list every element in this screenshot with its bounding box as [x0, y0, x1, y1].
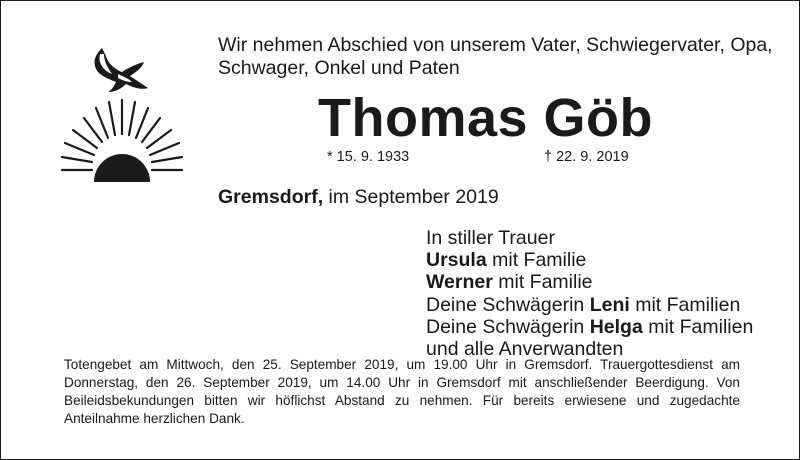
mourner-entry: Werner mit Familie: [426, 271, 593, 294]
mourners-closing: und alle Anverwandten: [426, 338, 624, 361]
mourners-heading: In stiller Trauer: [426, 227, 555, 249]
place-date: [218, 186, 499, 209]
mourner-name: Leni: [589, 293, 630, 316]
intro-line-2: Schwager, Onkel und Paten: [218, 57, 460, 79]
place-month: im September 2019: [323, 186, 499, 208]
intro-text: [218, 34, 788, 80]
mourners-list: [426, 227, 753, 360]
sun-disc: [94, 154, 150, 182]
mourner-name: Helga: [589, 315, 643, 338]
mourner-entry: Deine Schwägerin Helga mit Familien: [426, 315, 754, 338]
death-date: † 22. 9. 2019: [544, 149, 629, 165]
mourner-entry: Deine Schwägerin Leni mit Familien: [426, 293, 741, 316]
dove-sun-emblem: [56, 42, 188, 190]
deceased-name: Thomas Göb: [318, 88, 654, 148]
dove-icon: [95, 48, 148, 92]
intro-line-1: Wir nehmen Abschied von unserem Vater, Schwiegervater, Opa,: [218, 34, 773, 56]
mourner-name: Werner: [426, 271, 493, 294]
place-town: Gremsdorf,: [218, 186, 324, 208]
birth-date: * 15. 9. 1933: [327, 149, 410, 165]
mourner-entry: Ursula mit Familie: [426, 249, 587, 272]
funeral-notice: Totengebet am Mittwoch, den 25. September 2019, um 19.00 Uhr in Gremsdorf. Trauergottesdienst am Donnerstag, den 26. September 2019, um 14.00 Uhr in Gremsdorf mit anschließender Beerdigung. Von Beileidsbekundungen bitten wir höflichst Abstand zu nehmen. Für bereits erwiesene und zugedachte Anteilnahme herzlichen Dank.: [64, 357, 740, 426]
mourner-name: Ursula: [426, 249, 487, 272]
